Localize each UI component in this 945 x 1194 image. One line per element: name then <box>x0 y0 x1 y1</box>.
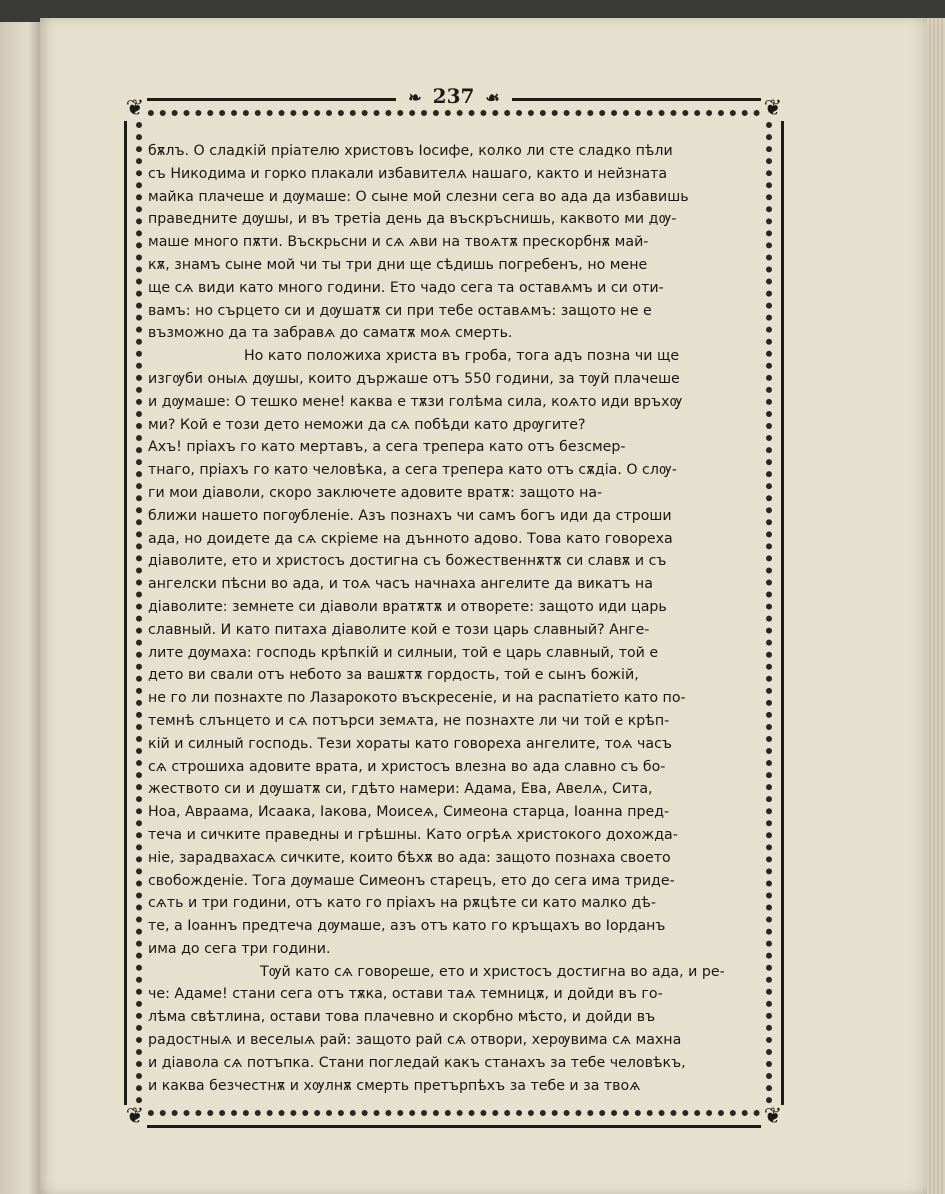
text-line: маше много пѫти. Въскрьсни и сѧ ѧви на твоѧтѫ прескорбнѫ май- <box>148 234 649 251</box>
corner-ornament-icon: ❦ <box>761 1105 785 1129</box>
text-line: и діавола сѧ потъпка. Стани погледай какъ станахъ за тебе человѣкъ, <box>148 1054 686 1071</box>
text-line: те, а Іоаннъ предтеча дѹмаше, азъ отъ като го кръщахъ во Iорданъ <box>148 918 666 935</box>
text-line: и каква безчестнѫ и хѹлнѫ смерть претърпѣхъ за тебе и за твоѧ <box>148 1077 641 1094</box>
text-line: жеството си и дѹшатѫ си, гдѣто намери: Адама, Ева, Авелѧ, Сита, <box>148 781 653 798</box>
body-text <box>148 140 768 1097</box>
text-line: діаволите: земнете си діаволи вратѫтѫ и отворете: защото иди царь <box>148 598 667 615</box>
text-line: ги мои діаволи, скоро заключете адовите вратѫ: защото на- <box>148 484 603 501</box>
text-line: Но като положиха христа въ гроба, тога адъ позна чи ще <box>244 348 680 365</box>
page-stack-edge <box>927 18 945 1194</box>
text-line: има до сега три години. <box>148 940 331 957</box>
text-line: кій и силный господь. Тези хораты като говореха ангелите, тоѧ часъ <box>148 735 672 752</box>
text-line: праведните дѹшы, и въ третіа день да въскръснишь, каквото ми дѹ- <box>148 211 677 228</box>
text-line: ми? Кой е този дето неможи да сѧ побѣди като дрѹгите? <box>148 416 586 433</box>
text-line: Ахъ! пріахъ го като мертавъ, а сега трепера като отъ безсмер- <box>148 439 626 456</box>
left-page-edge <box>0 22 40 1194</box>
text-line: свобожденіе. Тога дѹмаше Симеонъ старецъ, ето до сега има триде- <box>148 872 675 889</box>
text-line: ангелски пѣсни во ада, и тоѧ часъ начнаха ангелите да викатъ на <box>148 576 653 593</box>
corner-ornament-icon: ❦ <box>123 97 147 121</box>
page-header <box>124 84 784 108</box>
text-line: съ Никодима и горко плакали избавителѧ нашаго, както и нейзната <box>148 165 668 182</box>
text-line: бѫлъ. О сладкій пріателю христовъ Іосифе, колко ли сте сладко пѣли <box>148 143 673 159</box>
text-line: ближи нашето погѹбленіе. Азъ познахъ чи самъ богъ иди да строши <box>148 507 672 524</box>
text-line: възможно да та забравѧ до саматѫ моѧ смерть. <box>148 325 513 342</box>
text-line: діаволите, ето и христосъ достигна съ божественнѫтѫ си славѫ и съ <box>148 553 667 570</box>
leaf-ornament-icon: ❧ <box>408 88 422 107</box>
text-line: не го ли познахте по Лазарокото въскресеніе, и на распатіето като по- <box>148 690 686 707</box>
text-line: темнѣ слънцето и сѧ потърси земѧта, не познахте ли чи той е крѣп- <box>148 712 670 729</box>
text-line: лѣма свѣтлина, остави това плачевно и скорбно мѣсто, и дойди въ <box>148 1009 656 1026</box>
leaf-ornament-icon: ☙ <box>485 88 500 107</box>
text-line: изгѹби оныѧ дѹшы, които държаше отъ 550 години, за тѹй плачеше <box>148 370 680 387</box>
text-line: радостныѧ и веселыѧ рай: защото рай сѧ отвори, херѹвима сѧ махна <box>148 1032 682 1049</box>
text-line: ніе, зарадвахасѧ сичките, които бѣхѫ во ада: защото познаха своето <box>148 849 671 866</box>
text-line: дето ви свали отъ небото за вашѫтѫ гордость, той е сынъ божій, <box>148 667 639 684</box>
corner-ornament-icon: ❦ <box>123 1105 147 1129</box>
text-line: тнаго, пріахъ го като человѣка, а сега трепера като отъ сѫдіа. О слѹ- <box>148 462 677 479</box>
text-line: сѧ строшиха адовите врата, и христосъ влезна во ада славно съ бо- <box>148 758 666 775</box>
text-line: славный. И като питаха діаволите кой е този царь славный? Анге- <box>148 621 650 638</box>
text-line: ада, но доидете да сѧ скріеме на дънното адово. Това като говореха <box>148 530 673 547</box>
text-line: кѫ, знамъ сыне мой чи ты три дни ще сѣдишь погребенъ, но мене <box>148 256 648 273</box>
text-line: че: Адаме! стани сега отъ тѫка, остави таѧ темницѫ, и дойди въ го- <box>148 986 663 1003</box>
text-line: вамъ: но сърцето си и дѹшатѫ си при тебе оставѧмъ: защото не е <box>148 302 652 319</box>
page-number: 237 <box>432 84 475 108</box>
text-line: Тѹй като сѧ говореше, ето и христосъ достигна во ада, и ре- <box>260 963 725 980</box>
text-line: Ноа, Авраама, Исаака, Іакова, Моисеѧ, Симеона старца, Іоанна пред- <box>148 804 670 821</box>
text-line: лите дѹмаха: господь крѣпкій и силныи, той е царь славный, той е <box>148 644 659 661</box>
text-line: сѧть и три години, отъ като го пріахъ на рѫцѣте си като малко дѣ- <box>148 895 656 912</box>
page-number-group <box>396 84 511 108</box>
text-line: майка плачеше и дѹмаше: О сыне мой слезни сега во ада да избавишь <box>148 188 689 205</box>
text-line: и дѹмаше: О тешко мене! каква е тѫзи голѣма сила, коѧто иди връхѹ <box>148 393 683 410</box>
text-line: ще сѧ види като много години. Ето чадо сега та оставѧмъ и си оти- <box>148 279 664 296</box>
corner-ornament-icon: ❦ <box>761 97 785 121</box>
text-line: теча и сичките праведны и грѣшны. Като огрѣѧ христокого дохожда- <box>148 826 678 843</box>
